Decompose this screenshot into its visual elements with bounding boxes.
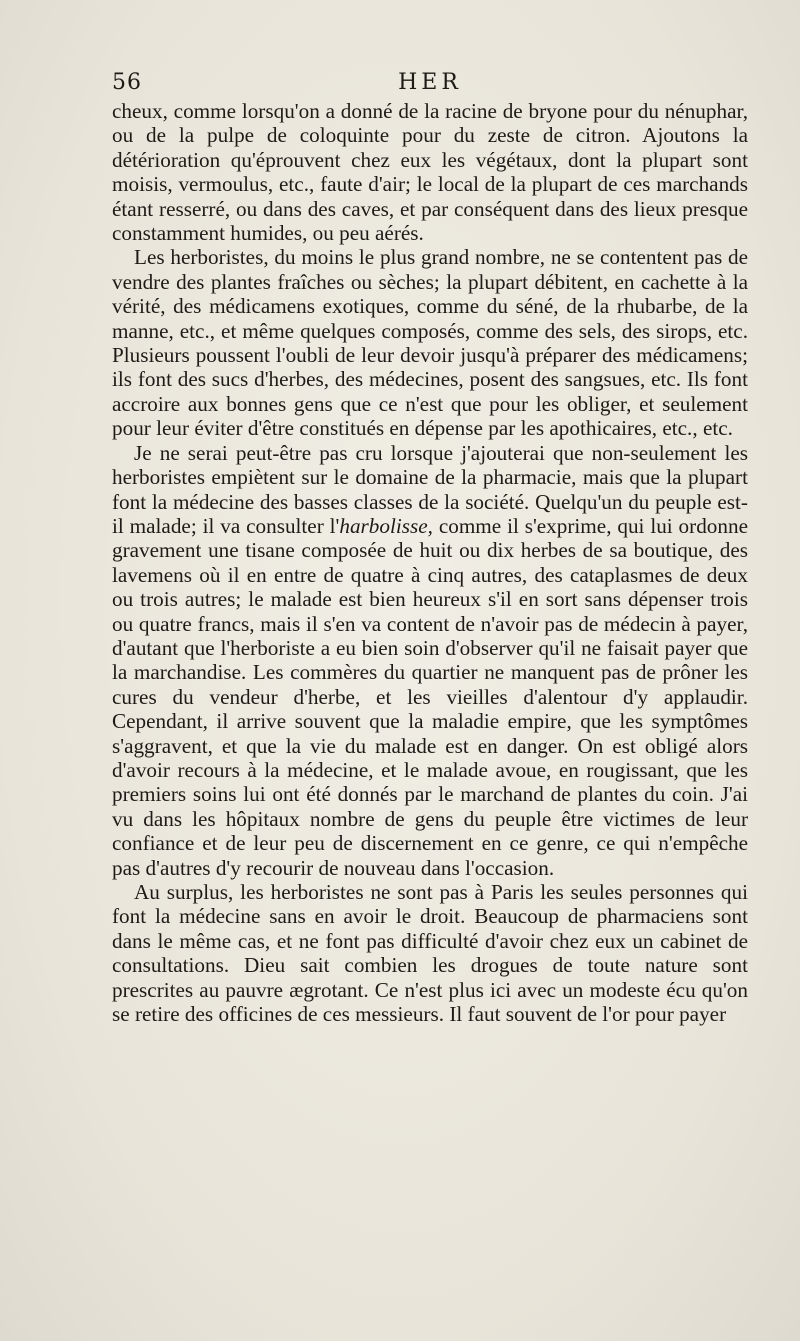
paragraph [112,441,748,880]
page-number: 56 [112,70,142,95]
body-text [112,99,748,1026]
text-run: Au surplus, les herboristes ne sont pas à Paris les seules personnes qui font la médecine sans en avoir le droit. Beaucoup de pharmaciens sont dans le même cas, et ne font pas difficulté d'avoir chez eux un cabinet de consultations. Dieu sait combien les drogues de toute nature sont prescrites au pauvre ægrotant. Ce n'est plus ici avec un modeste écu qu'on se retire des officines de ces messieurs. Il faut souvent de l'or pour payer [112,880,748,1027]
running-head: HER [398,70,462,95]
paragraph [112,99,748,245]
italic-term: harbolisse, [339,513,433,538]
text-run: Je ne serai peut-être pas cru lorsque j'ajouterai que non-seulement les herboristes empiètent sur le domaine de la pharmacie, mais que la plupart font la médecine des basses classes de la société. Quelqu'un du peuple est-il malade; il va consulter l' [112,440,748,538]
page-header [112,70,748,100]
paragraph [112,245,748,440]
text-run: comme il s'exprime, qui lui ordonne gravement une tisane composée de huit ou dix herbes de sa boutique, des lavemens où il en entre de quatre à cinq autres, des cataplasmes de deux ou trois autres; le malade est bien heureux s'il en sort sans dépenser trois ou quatre francs, mais il s'en va content de n'avoir pas de médecin à payer, d'autant que l'herboriste a eu bien soin d'observer qu'il ne faisait payer que la marchandise. Les commères du quartier ne manquent pas de prôner les cures du vendeur d'herbe, et les vieilles d'alentour d'y applaudir. Cependant, il arrive souvent que la maladie empire, que les symptômes s'aggravent, et que la vie du malade est en danger. On est obligé alors d'avoir recours à la médecine, et le malade avoue, en rougissant, que les premiers soins lui ont été donnés par le marchand de plantes du coin. J'ai vu dans les hôpitaux nombre de gens du peuple être victimes de leur confiance et de leur peu de discernement en ce genre, ce qui n'empêche pas d'autres d'y recourir de nouveau dans l'occasion. [112,513,748,880]
text-run: Les herboristes, du moins le plus grand nombre, ne se contentent pas de vendre des plantes fraîches ou sèches; la plupart débitent, en cachette à la vérité, des médicamens exotiques, comme du séné, de la rhubarbe, de la manne, etc., et même quelques composés, comme des sels, des sirops, etc. Plusieurs poussent l'oubli de leur devoir jusqu'à préparer des médicamens; ils font des sucs d'herbes, des médecines, posent des sangsues, etc. Ils font accroire aux bonnes gens que ce n'est que pour les obliger, et seulement pour leur éviter d'être constitués en dépense par les apothicaires, etc., etc. [112,245,748,441]
paragraph [112,880,748,1026]
text-run: cheux, comme lorsqu'on a donné de la racine de bryone pour du nénuphar, ou de la pulpe de coloquinte pour du zeste de citron. Ajoutons la détérioration qu'éprouvent chez eux les végétaux, dont la plupart sont moisis, vermoulus, etc., faute d'air; le local de la plupart de ces marchands étant resserré, ou dans des caves, et par conséquent dans des lieux presque constamment humides, ou peu aérés. [112,99,748,246]
